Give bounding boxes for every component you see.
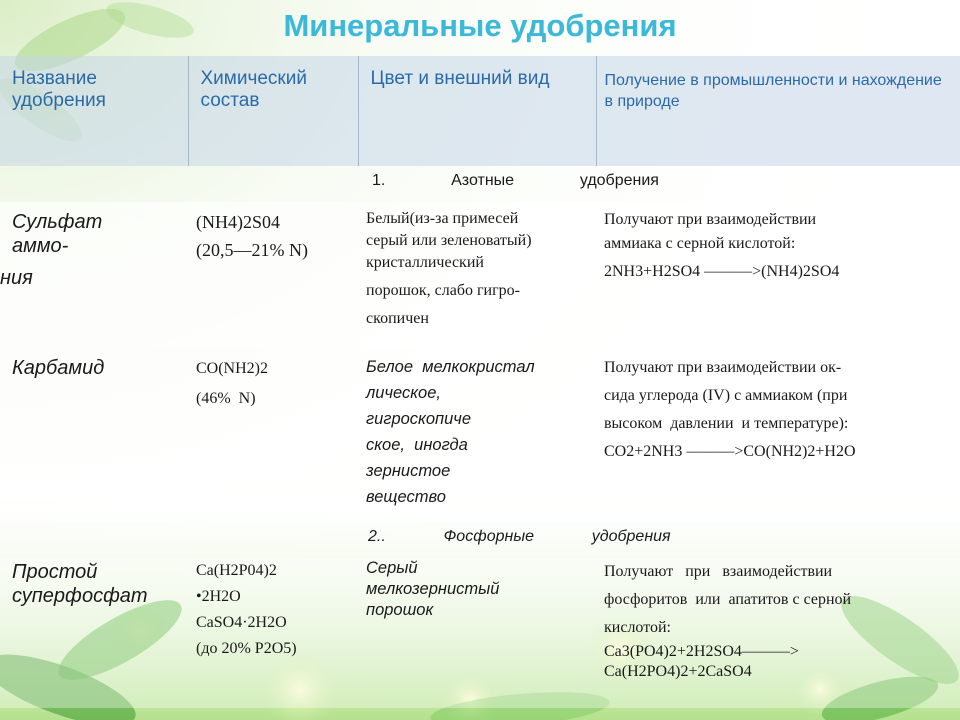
fertilizer-name <box>0 202 188 290</box>
table-row <box>0 202 960 348</box>
production-line: Получают при взаимодействии ок- <box>604 359 842 376</box>
header-composition-cell <box>188 56 358 166</box>
slide-title: Минеральные удобрения <box>283 8 677 43</box>
header-production: Получение в промышленности и нахождение в природе <box>604 72 942 110</box>
table-row <box>0 348 960 522</box>
production-line: кислотой: <box>604 619 671 636</box>
name-line: Сульфат <box>12 211 103 233</box>
cell-production <box>596 202 960 348</box>
appearance-line: мелкозернистый <box>366 580 500 598</box>
section-title-nitrogen: 1. Азотные удобрения <box>372 172 659 189</box>
name-line: ния <box>0 267 33 289</box>
cell-production <box>596 558 960 708</box>
cell-fertilizer-name <box>0 202 188 348</box>
appearance-text <box>358 558 596 621</box>
appearance-line: зернистое <box>366 462 451 480</box>
cell-production <box>596 348 960 522</box>
chemical-composition <box>188 202 358 264</box>
section-title-phosphorus: 2.. Фосфорные удобрения <box>368 528 671 545</box>
reaction-equation: Ca3(PO4)2+2H2SO4———> <box>604 643 799 660</box>
reaction-equation: CO2+2NH3 ———>CO(NH2)2+H2O <box>604 443 856 460</box>
production-line: аммиака с серной кислотой: <box>604 235 796 252</box>
formula-line: •2H2O <box>196 588 241 605</box>
fertilizers-table <box>0 56 960 708</box>
formula-line: Ca(H2P04)2 <box>196 562 277 579</box>
cell-appearance <box>358 202 596 348</box>
appearance-text <box>358 202 596 330</box>
name-line: аммо- <box>12 235 69 257</box>
appearance-line: порошок <box>366 601 434 619</box>
production-text <box>596 558 960 682</box>
chemical-composition <box>188 558 358 662</box>
appearance-line: Белый(из-за примесей <box>366 210 519 227</box>
cell-composition <box>188 348 358 522</box>
header-name: Название удобрения <box>12 68 106 111</box>
production-line: высоком давлении и температуре): <box>604 415 849 432</box>
cell-fertilizer-name <box>0 558 188 708</box>
production-text <box>596 348 960 466</box>
formula-line: (20,5—21% N) <box>196 240 308 260</box>
production-line: сида углерода (IV) с аммиаком (при <box>604 387 848 404</box>
production-line: Получают при взаимодействии <box>604 211 817 228</box>
fertilizer-name <box>0 558 188 608</box>
table-row <box>0 558 960 708</box>
appearance-line: Серый <box>366 559 418 577</box>
cell-appearance <box>358 348 596 522</box>
reaction-equation: Ca(H2PO4)2+2CaSO4 <box>604 663 752 680</box>
reaction-equation: 2NH3+H2SO4 ———>(NH4)2SO4 <box>604 263 840 280</box>
production-line: Получают при взаимодействии <box>604 563 833 580</box>
appearance-line: порошок, слабо гигро- <box>366 282 520 299</box>
formula-line: CO(NH2)2 <box>196 360 268 377</box>
production-line: фосфоритов или апатитов с серной <box>604 591 852 608</box>
cell-composition <box>188 558 358 708</box>
formula-line: (46% N) <box>196 390 256 407</box>
name-line: суперфосфат <box>12 585 148 607</box>
appearance-line: ское, иногда <box>366 436 468 454</box>
formula-line: (до 20% P2O5) <box>196 640 297 657</box>
appearance-line: серый или зеленоватый) <box>366 232 532 249</box>
formula-line: CaSO4·2H2O <box>196 614 287 631</box>
appearance-line: лическое, <box>366 384 441 402</box>
chemical-composition <box>188 348 358 414</box>
appearance-line: гигроскопиче <box>366 410 471 428</box>
section-row-nitrogen <box>0 166 960 202</box>
header-composition: Химический состав <box>200 68 307 111</box>
table-header-row <box>0 56 960 166</box>
cell-composition <box>188 202 358 348</box>
name-line: Простой <box>12 561 98 583</box>
appearance-line: вещество <box>366 488 446 506</box>
appearance-line: Белое мелкокристал <box>366 358 535 376</box>
header-production-cell <box>596 56 960 166</box>
header-appearance: Цвет и внешний вид <box>370 68 550 89</box>
fertilizer-name: Карбамид <box>12 357 105 379</box>
cell-appearance <box>358 558 596 708</box>
formula-line: (NH4)2S04 <box>196 212 280 232</box>
appearance-line: скопичен <box>366 310 429 327</box>
header-appearance-cell <box>358 56 596 166</box>
appearance-text <box>358 348 596 510</box>
production-text <box>596 202 960 284</box>
header-name-cell <box>0 56 188 166</box>
section-row-phosphorus <box>0 522 960 558</box>
cell-fertilizer-name <box>0 348 188 522</box>
appearance-line: кристаллический <box>366 254 484 271</box>
